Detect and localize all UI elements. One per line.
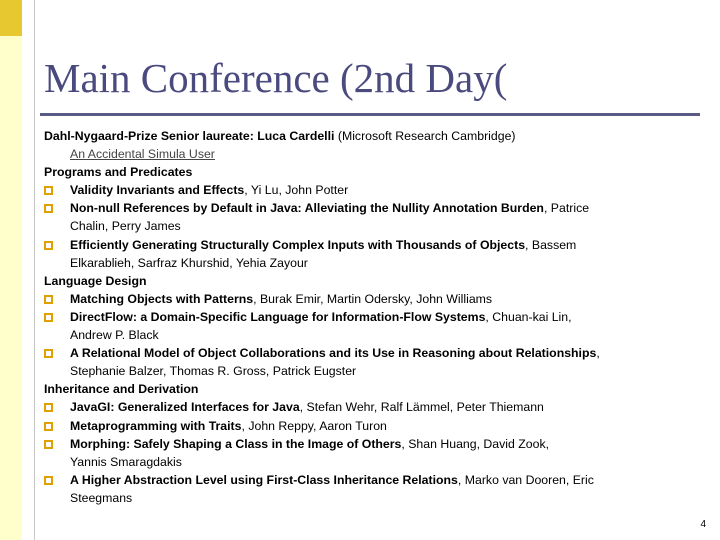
title-underline: [40, 113, 700, 116]
list-item: [44, 344, 704, 362]
paper-authors: , John Reppy, Aaron Turon: [241, 418, 387, 433]
paper-authors-continued: Stephanie Balzer, Thomas R. Gross, Patrick Eugster: [70, 364, 357, 379]
bullet-icon: [44, 186, 53, 195]
bullet-icon: [44, 422, 53, 431]
paper-authors-continued: Elkarablieh, Sarfraz Khurshid, Yehia Zayour: [70, 255, 308, 270]
bullet-icon: [44, 440, 53, 449]
paper-title: Non-null References by Default in Java: Alleviating the Nullity Annotation Burden: [70, 201, 544, 216]
paper-authors: , Yi Lu, John Potter: [244, 183, 349, 198]
session-heading: Language Design: [44, 273, 147, 288]
paper-title: JavaGI: Generalized Interfaces for Java: [70, 400, 300, 415]
paper-title: Morphing: Safely Shaping a Class in the Image of Others: [70, 436, 402, 451]
paper-authors-continued: Yannis Smaragdakis: [70, 454, 182, 469]
paper-title: Efficiently Generating Structurally Complex Inputs with Thousands of Objects: [70, 237, 526, 252]
decor-guide-line: [34, 0, 35, 540]
decor-vertical-bar: [0, 0, 22, 540]
paper-title: A Higher Abstraction Level using First-Class Inheritance Relations: [70, 472, 458, 487]
list-item: [44, 398, 704, 416]
bullet-icon: [44, 403, 53, 412]
keynote-talk-link[interactable]: An Accidental Simula User: [70, 147, 215, 162]
bullet-icon: [44, 241, 53, 250]
paper-authors-continued: Andrew P. Black: [70, 328, 159, 343]
paper-authors: , Burak Emir, Martin Odersky, John Williams: [253, 291, 493, 306]
bullet-icon: [44, 313, 53, 322]
paper-title: Matching Objects with Patterns: [70, 291, 254, 306]
paper-authors: , Chuan-kai Lin,: [485, 309, 572, 324]
paper-authors: , Patrice: [543, 201, 590, 216]
session-heading: Inheritance and Derivation: [44, 382, 199, 397]
list-item: [44, 199, 704, 217]
slide-title: Main Conference (2nd Day(: [44, 55, 508, 101]
keynote-affiliation: (Microsoft Research Cambridge): [334, 129, 516, 143]
bullet-icon: [44, 204, 53, 213]
list-item: [44, 417, 704, 435]
list-item: [44, 290, 704, 308]
list-item: [44, 471, 704, 489]
page-number: 4: [700, 519, 706, 530]
paper-title: Metaprogramming with Traits: [70, 418, 242, 433]
paper-title: Validity Invariants and Effects: [70, 183, 245, 198]
bullet-icon: [44, 476, 53, 485]
keynote-label: Dahl-Nygaard-Prize Senior laureate: Luca Cardelli: [44, 129, 335, 143]
paper-authors-continued: Chalin, Perry James: [70, 219, 181, 234]
list-item: [44, 181, 704, 199]
keynote-talk-line: [44, 145, 704, 163]
paper-authors: , Shan Huang, David Zook,: [401, 436, 550, 451]
list-item: [44, 435, 704, 453]
paper-authors: , Stefan Wehr, Ralf Lämmel, Peter Thiemann: [299, 400, 544, 415]
paper-title: A Relational Model of Object Collaborations and its Use in Reasoning about Relationships: [70, 346, 597, 361]
session-heading: Programs and Predicates: [44, 165, 193, 180]
slide-content: [44, 127, 704, 507]
bullet-icon: [44, 295, 53, 304]
paper-authors-continued: Steegmans: [70, 490, 133, 505]
keynote-line: [44, 127, 704, 145]
decor-corner-block: [0, 0, 22, 36]
list-item: [44, 236, 704, 254]
paper-authors: , Marko van Dooren, Eric: [457, 472, 594, 487]
list-item: [44, 308, 704, 326]
paper-authors: ,: [596, 346, 600, 361]
paper-authors: , Bassem: [525, 237, 577, 252]
paper-title: DirectFlow: a Domain-Specific Language for Information-Flow Systems: [70, 309, 486, 324]
bullet-icon: [44, 349, 53, 358]
